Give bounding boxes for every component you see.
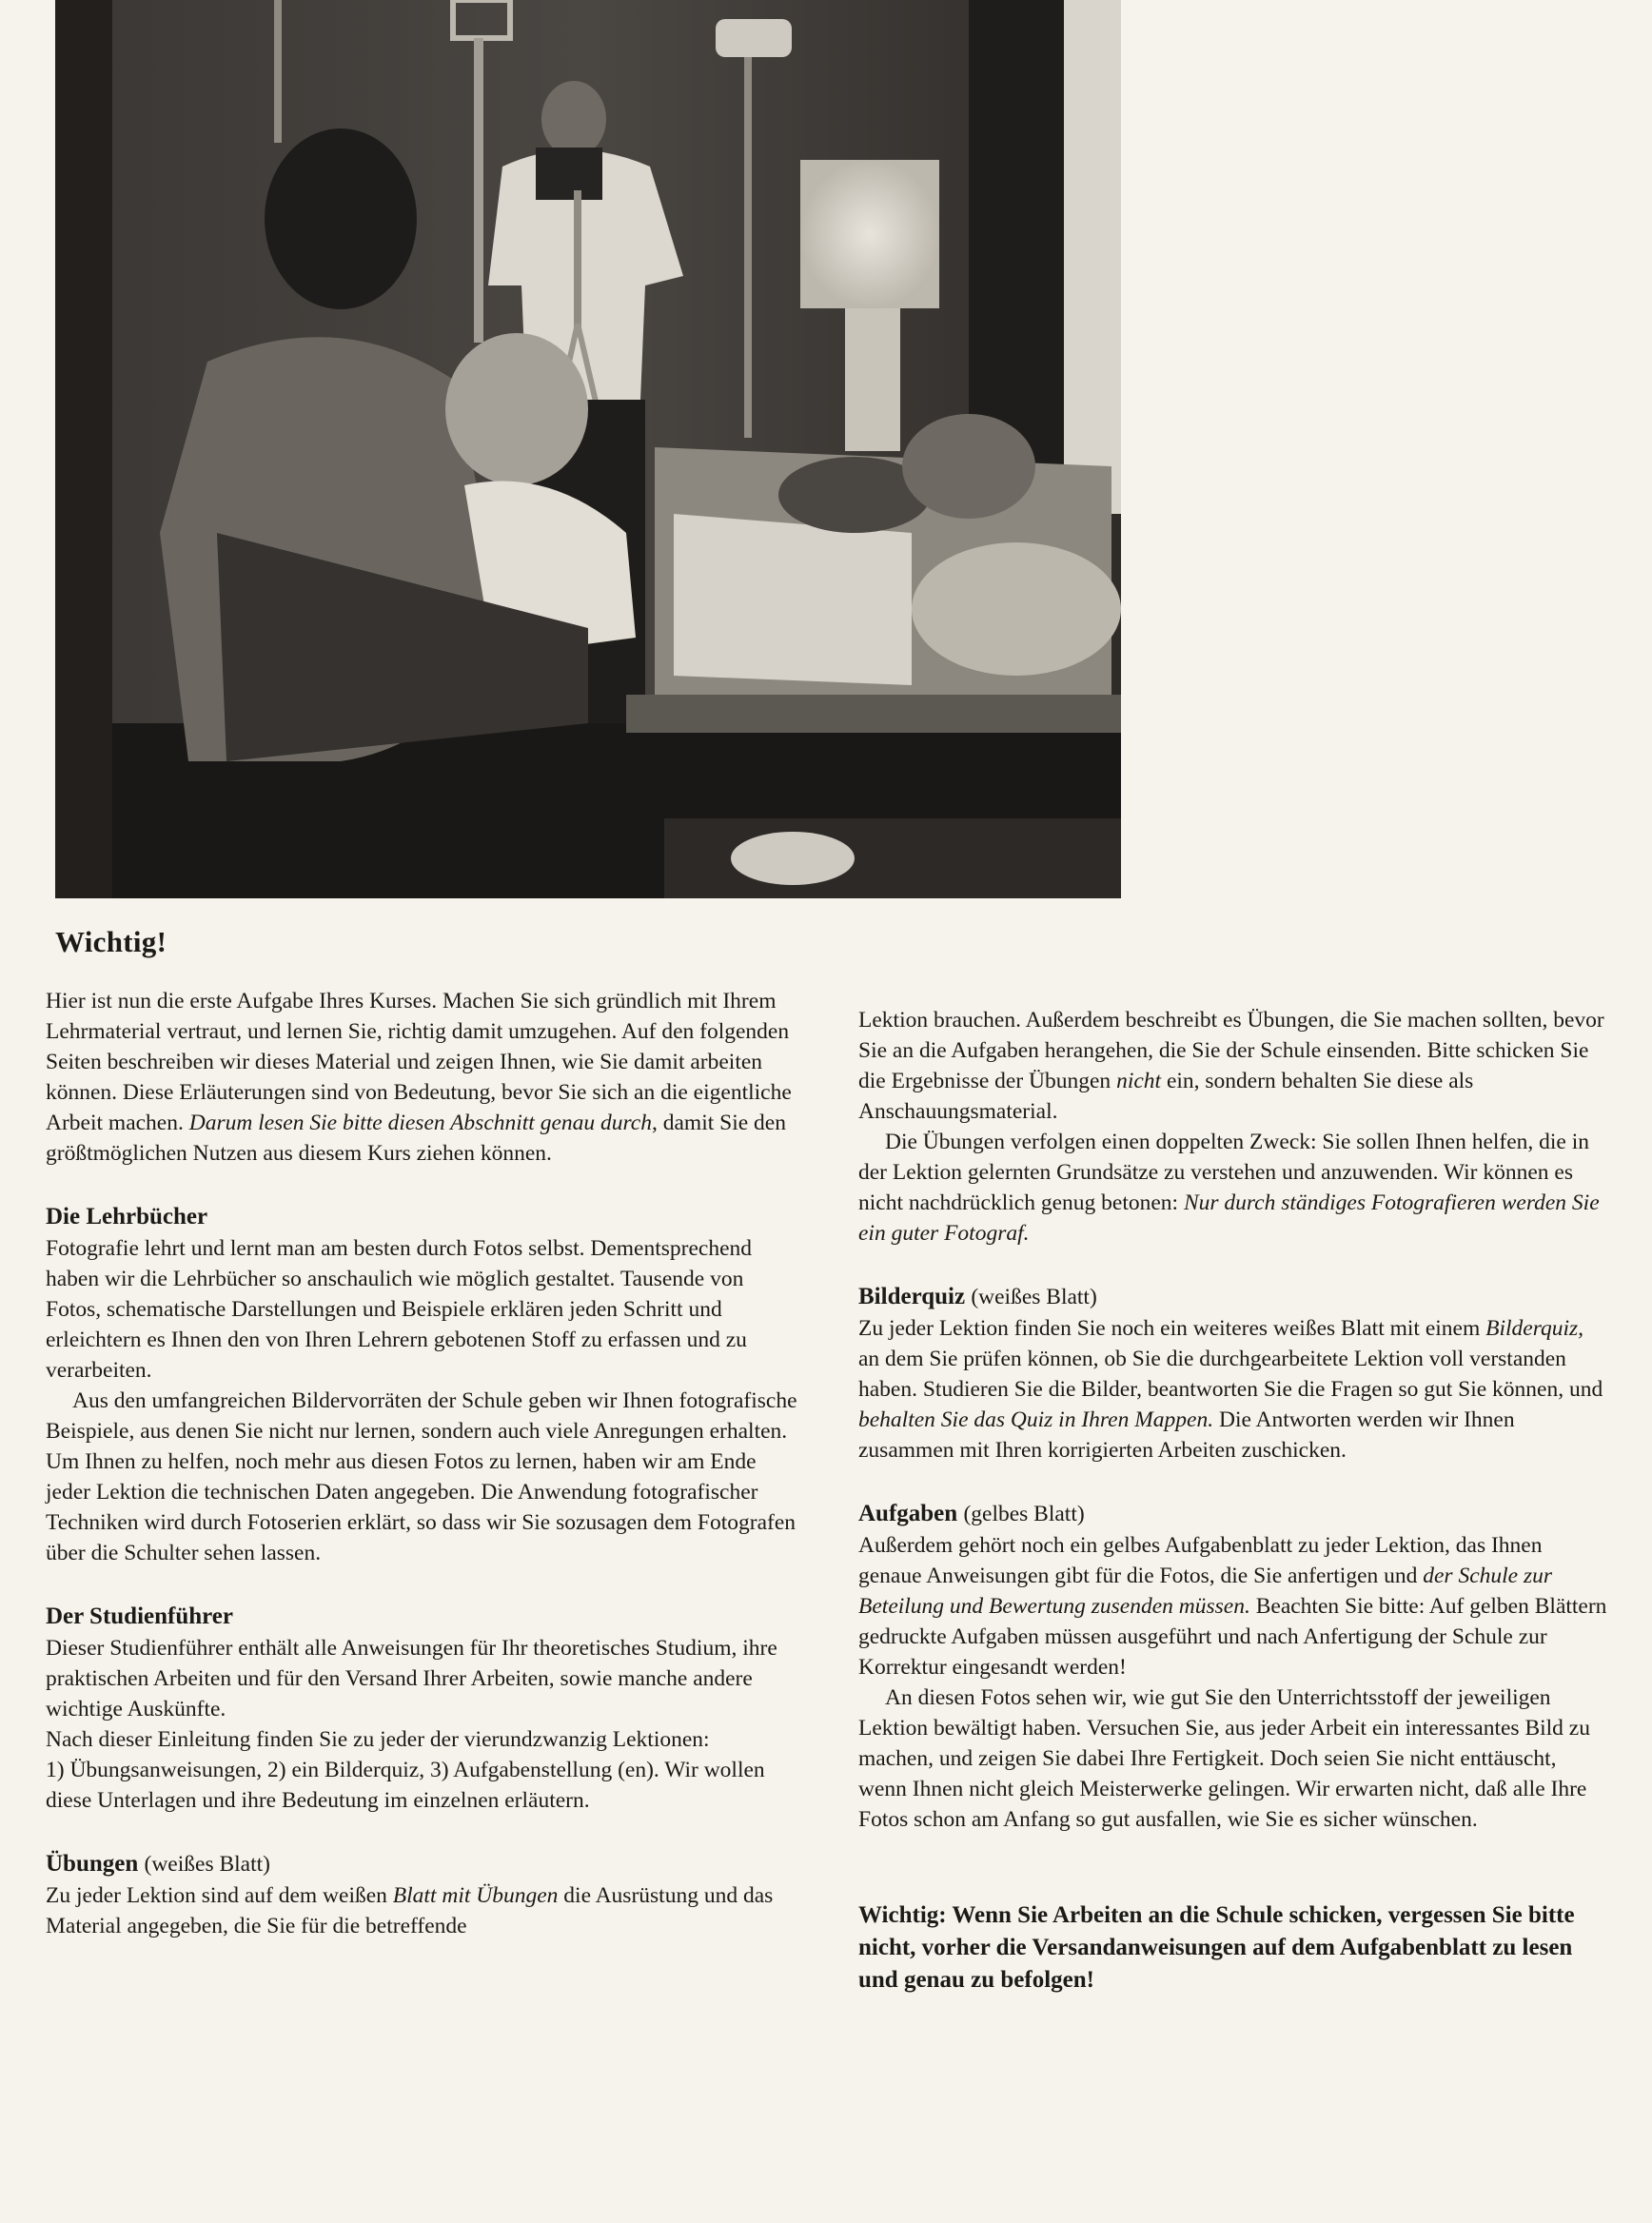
lehrbuecher-paragraph-1: Fotografie lehrt und lernt man am besten durch Fotos selbst. Dementsprechend haben wir die Lehrbücher so anschaulich wie möglich gestaltet. Tausende von Fotos, schematische Darstellungen und Beispiele erklären jeden Schritt und erleichtern es Ihnen den von Ihren Lehrern gebotenen Stoff zu erfassen und zu verarbeiten. <box>46 1236 753 1383</box>
uebungen-purpose-paragraph: Die Übungen verfolgen einen doppelten Zweck: Sie sollen Ihnen helfen, die in der Lektion gelernten Grundsätze zu verstehen und anzuwenden. Wir können es nicht nachdrücklich genug betonen: Nur durch ständiges Fotografieren werden Sie ein guter Fotograf. <box>858 1130 1600 1246</box>
intro-paragraph: Hier ist nun die erste Aufgabe Ihres Kurses. Machen Sie sich gründlich mit Ihrem Lehrmaterial vertraut, und lernen Sie, richtig damit umzugehen. Auf den folgenden Seiten beschreiben wir dieses Material und zeigen Ihnen, wie Sie damit arbeiten können. Diese Erläuterungen sind von Bedeutung, bevor Sie sich an die eigentliche Arbeit machen. Darum lesen Sie bitte diesen Abschnitt genau durch, damit Sie den größtmöglichen Nutzen aus diesem Kurs ziehen können. <box>46 989 792 1166</box>
bilderquiz-paragraph: Zu jeder Lektion finden Sie noch ein weiteres weißes Blatt mit einem Bilderquiz, an dem Sie prüfen können, ob Sie die durchgearbeitete Lektion voll verstanden haben. Studieren Sie die Bilder, beantworten Sie die Fragen so gut Sie können, und behalten Sie das Quiz in Ihren Mappen. Die Antworten werden wir Ihnen zusammen mit Ihren korrigierten Arbeiten zuschicken. <box>858 1316 1603 1463</box>
photograph-studio-scene <box>55 0 1121 898</box>
section-title-uebungen: Übungen (weißes Blatt) <box>46 1851 270 1877</box>
section-title-studienfuehrer: Der Studienführer <box>46 1603 233 1629</box>
uebungen-paragraph: Zu jeder Lektion sind auf dem weißen Blatt mit Übungen die Ausrüstung und das Material angegeben, die Sie für die betreffende <box>46 1883 774 1938</box>
lehrbuecher-paragraph-2: Aus den umfangreichen Bildervorräten der Schule geben wir Ihnen fotografische Beispiele, aus denen Sie nicht nur lernen, sondern auch viele Anregungen erhalten. Um Ihnen zu helfen, noch mehr aus diesen Fotos zu lernen, haben wir am Ende jeder Lektion die technischen Daten angegeben. Die Anwendung fotografischer Techniken wird durch Fotoserien erklärt, so dass wir Sie sozusagen dem Fotografen über die Schulter sehen lassen. <box>46 1388 797 1565</box>
studienfuehrer-paragraph-3: 1) Übungsanweisungen, 2) ein Bilderquiz, 3) Aufgabenstellung (en). Wir wollen diese Unterlagen und ihre Bedeutung im einzelnen erläutern. <box>46 1758 765 1813</box>
section-title-aufgaben: Aufgaben (gelbes Blatt) <box>858 1501 1085 1526</box>
section-title-lehrbuecher: Die Lehrbücher <box>46 1204 208 1230</box>
studienfuehrer-paragraph-2: Nach dieser Einleitung finden Sie zu jeder der vierundzwanzig Lektionen: <box>46 1727 710 1752</box>
important-note: Wichtig: Wenn Sie Arbeiten an die Schule schicken, vergessen Sie bitte nicht, vorher die Versandanweisungen auf dem Aufgabenblatt zu lesen und genau zu befolgen! <box>858 1902 1575 1993</box>
studienfuehrer-paragraph-1: Dieser Studienführer enthält alle Anweisungen für Ihr theoretisches Studium, ihre praktischen Arbeiten und für den Versand Ihrer Arbeiten, sowie manche andere wichtige Auskünfte. <box>46 1636 777 1721</box>
aufgaben-paragraph-2: An diesen Fotos sehen wir, wie gut Sie den Unterrichtsstoff der jeweiligen Lektion bewältigt haben. Versuchen Sie, aus jeder Arbeit ein interessantes Bild zu machen, und zeigen Sie dabei Ihre Fertigkeit. Doch seien Sie nicht enttäuscht, wenn Ihnen nicht gleich Meisterwerke gelingen. Wir erwarten nicht, daß alle Ihre Fotos schon am Anfang so gut ausfallen, wie Sie es sicher wünschen. <box>858 1685 1590 1832</box>
aufgaben-paragraph-1: Außerdem gehört noch ein gelbes Aufgabenblatt zu jeder Lektion, das Ihnen genaue Anweisungen gibt für die Fotos, die Sie anfertigen und der Schule zur Beteilung und Bewertung zusenden müssen. Beachten Sie bitte: Auf gelben Blättern gedruckte Aufgaben müssen ausgeführt und nach Anfertigung der Schule zur Korrektur eingesandt werden! <box>858 1533 1607 1680</box>
left-column <box>46 986 797 1941</box>
page-heading: Wichtig! <box>55 925 167 958</box>
right-column <box>858 1005 1610 1997</box>
section-title-bilderquiz: Bilderquiz (weißes Blatt) <box>858 1284 1097 1309</box>
uebungen-continued-paragraph: Lektion brauchen. Außerdem beschreibt es Übungen, die Sie machen sollten, bevor Sie an die Aufgaben herangehen, die Sie der Schule einsenden. Bitte schicken Sie die Ergebnisse der Übungen nicht ein, sondern behalten Sie diese als Anschauungsmaterial. <box>858 1008 1604 1124</box>
